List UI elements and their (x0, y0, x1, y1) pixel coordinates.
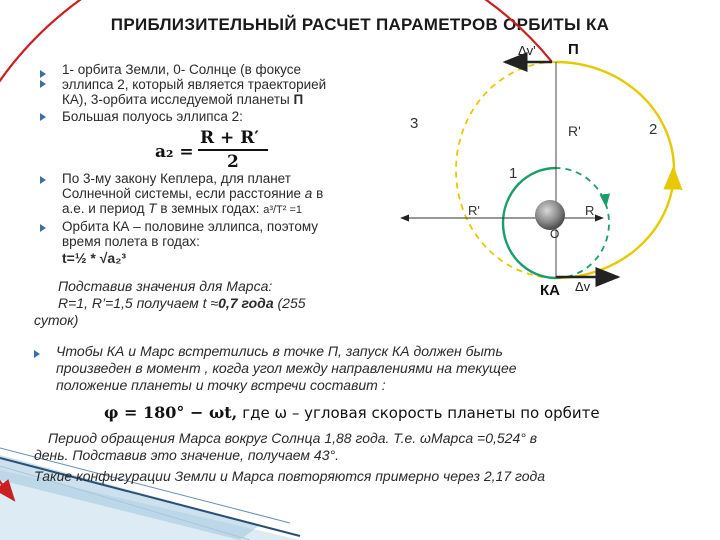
page-title: ПРИБЛИЗИТЕЛЬНЫЙ РАСЧЕТ ПАРАМЕТРОВ ОРБИТЫ КА (110, 15, 610, 34)
label-delta-v-prime: Δv' (518, 43, 536, 58)
label-sun-o: O (550, 227, 560, 241)
bullet-icon (40, 113, 46, 121)
bullet-icon (40, 176, 46, 184)
bullet-orbits-text: 1- орбита Земли, 0- Солнце (в фокусе эллипса 2, который является траекторией КА), 3-орбита исследуемой планеты П (62, 62, 327, 107)
sun-circle (535, 200, 565, 230)
earth-direction-arrow (605, 196, 606, 206)
bullet-flight-time-text: Орбита КА – половине эллипса, поэтому время полета в годах: t=½ * √a₂³ (62, 219, 319, 266)
semiaxis-formula: a₂ = R + R′ 2 (155, 128, 295, 173)
label-r-prime-top: R' (568, 123, 581, 139)
label-orbit-3: 3 (410, 115, 419, 132)
mars-period-text: Период обращения Марса вокруг Солнца 1,88 года. Т.е. ωМарса =0,524° в день. Подставив это значение, получаем 43°. Такие конфигурации Земли и Марса повторяются примерно через 2,17 года (34, 430, 546, 484)
phase-angle-formula: φ = 180° − ωt, где ω – угловая скорость планеты по орбите (104, 403, 600, 422)
label-point-p: П (568, 41, 579, 58)
bullet-semiaxis-text: Большая полуось эллипса 2: (62, 109, 243, 124)
label-orbit-1: 1 (509, 165, 518, 182)
bullet-icon (34, 350, 40, 358)
label-r: R (585, 203, 595, 218)
earth-orbit-dashed (556, 168, 609, 278)
label-r-prime-left: R' (468, 203, 480, 218)
transfer-ellipse-solid (556, 62, 674, 278)
mars-substitution-text: Подставив значения для Марса: R=1, R’=1,5 получаем t ≈0,7 года (255 суток) (34, 278, 306, 328)
bullet-kepler-text: По 3-му закону Кеплера, для планет Солнечной системы, если расстояние a в а.е. и период T в земных годах: a³/T² =1 (62, 171, 324, 216)
bullet-icon (40, 224, 46, 232)
bullet-icon (40, 70, 46, 78)
label-delta-v: Δv (575, 279, 591, 294)
bullet-icon (40, 80, 46, 88)
label-spacecraft: КА (540, 282, 560, 299)
label-orbit-2: 2 (649, 121, 658, 138)
meeting-condition-text: Чтобы КА и Марс встретились в точке П, запуск КА должен быть произведен в момент , когда угол между направлениями на текущее положение планеты и точку встречи составит : (56, 343, 517, 393)
